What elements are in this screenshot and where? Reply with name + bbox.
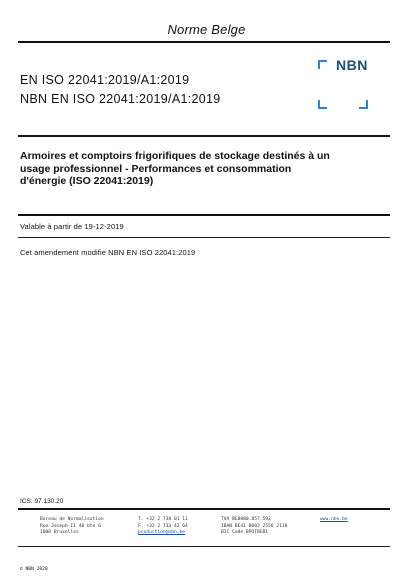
footer-divider: [18, 508, 390, 510]
title-line: d'énergie (ISO 22041:2019): [20, 175, 154, 187]
footer-bic: BIC Code BPOTBEB1: [221, 530, 269, 536]
document-type: Norme Belge: [167, 22, 246, 37]
ics-code: ICS: 97.130.20: [20, 498, 64, 505]
nbn-logo: [316, 58, 370, 108]
footer-iban: IBAN BE41 0003 2556 2110: [221, 523, 288, 529]
validity-date: Valable à partir de 19-12-2019: [20, 222, 124, 231]
title-divider-bottom: [18, 214, 390, 216]
nbn-standard-number: NBN EN ISO 22041:2019/A1:2019: [20, 92, 221, 106]
footer-bank: [221, 517, 287, 537]
copyright-divider: [18, 546, 390, 547]
footer-contact: [138, 517, 188, 537]
footer-fax: F. +32 2 733 42 64: [138, 523, 188, 529]
logo-corner-top-left-icon: [318, 60, 327, 69]
logo-text: NBN: [336, 57, 368, 73]
footer-address-line: Bureau de Normalisation: [40, 517, 104, 522]
standard-title: [20, 150, 380, 188]
footer-phone: T. +32 2 738 01 11: [138, 517, 188, 522]
amendment-note: Cet amendement modifie NBN EN ISO 22041:2019: [20, 248, 196, 257]
logo-corner-bottom-left-icon: [318, 100, 327, 109]
en-standard-number: EN ISO 22041:2019/A1:2019: [20, 73, 190, 87]
title-divider-top: [18, 135, 390, 137]
footer-vat: TVA BE0880.857.592: [221, 517, 271, 522]
title-line: usage professionnel - Performances et consommation: [20, 162, 292, 175]
header-divider: [18, 41, 390, 43]
validity-divider: [18, 237, 390, 238]
footer-address: [40, 517, 104, 537]
title-line: Armoires et comptoirs frigorifiques de stockage destinés à un: [20, 150, 330, 162]
footer-address-line: 1000 Bruxelles: [40, 530, 79, 536]
copyright: © NBN 2020: [20, 567, 48, 572]
website-link[interactable]: www.nbn.be: [320, 517, 348, 522]
footer-website: [320, 517, 348, 524]
logo-corner-bottom-right-icon: [359, 100, 368, 109]
footer-email-link[interactable]: production@nbn.be: [138, 530, 186, 536]
footer-address-line: Rue Joseph-II 40 bte 6: [40, 523, 101, 529]
